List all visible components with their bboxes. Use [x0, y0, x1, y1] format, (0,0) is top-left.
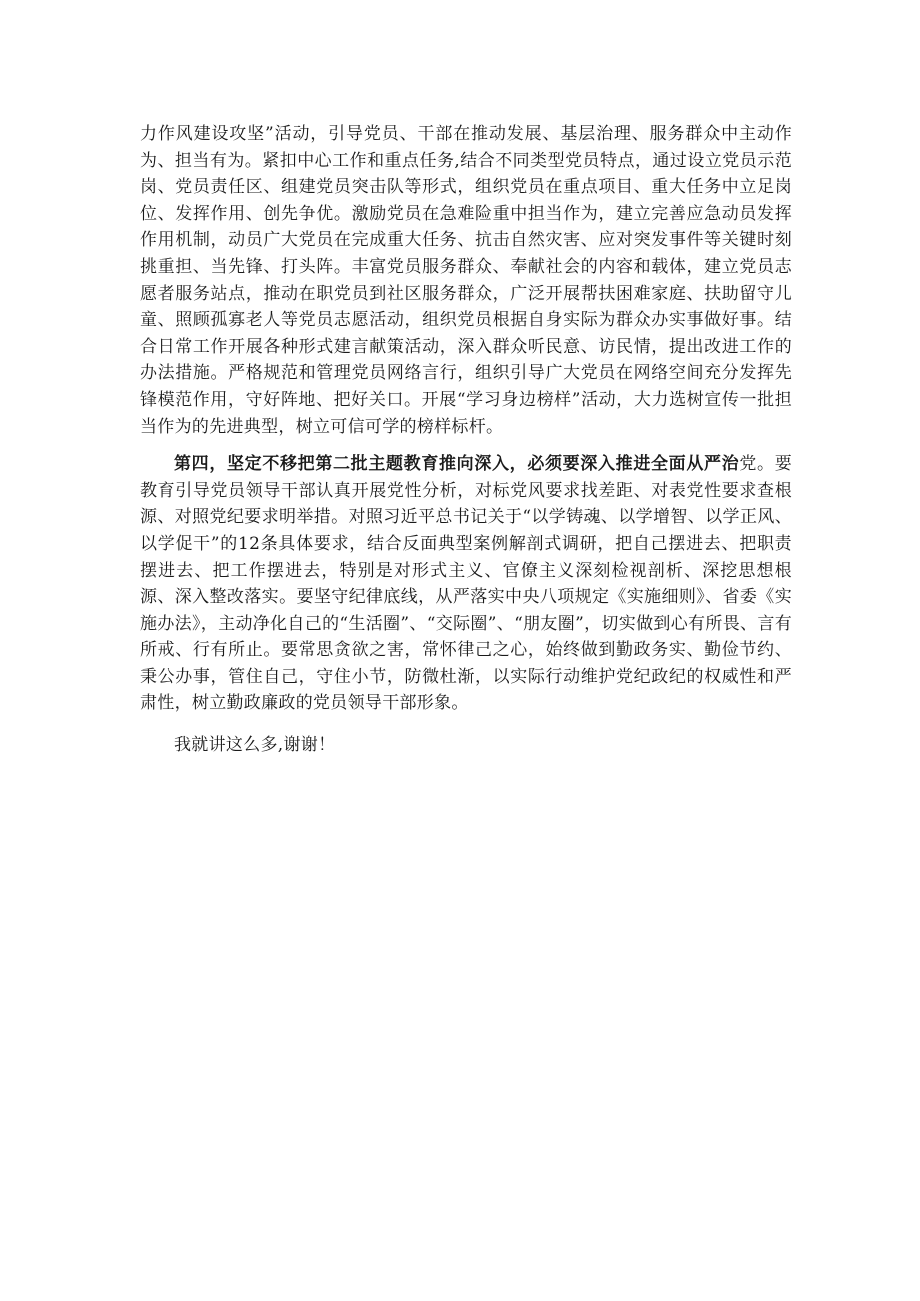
paragraph-text: 党。要教育引导党员领导干部认真开展党性分析，对标党风要求找差距、对表党性要求查根源、对照党纪要求明举措。对照习近平总书记关于“以学铸魂、以学增智、以学正风、以学促干”的12条具体要求，结合反面典型案例解剖式调研，把自己摆进去、把职责摆进去、把工作摆进去，特别是对形式主义、官僚主义深刻检视剖析、深挖思想根源、深入整改落实。要坚守纪律底线，从严落实中央八项规定《实施细则》、省委《实施办法》，主动净化自己的“生活圈”、“交际圈”、“朋友圈”，切实做到心有所畏、言有所戒、行有所止。要常思贪欲之害，常怀律己之心，始终做到勤政务实、勤俭节约、秉公办事，管住自己，守住小节，防微杜渐，以实际行动维护党纪政纪的权威性和严肃性，树立勤政廉政的党员领导干部形象。	[140, 454, 792, 714]
paragraph-bold-lead: 第四，坚定不移把第二批主题教育推向深入，必须要深入推进全面从严治	[174, 454, 740, 475]
paragraph-text: 我就讲这么多,谢谢！	[174, 735, 336, 756]
paragraph-fourth-point	[140, 451, 792, 717]
paragraph-continued	[140, 121, 792, 440]
document-body	[140, 121, 792, 759]
paragraph-closing	[140, 732, 792, 759]
paragraph-text: 力作风建设攻坚”活动，引导党员、干部在推动发展、基层治理、服务群众中主动作为、担当有为。紧扣中心工作和重点任务,结合不同类型党员特点，通过设立党员示范岗、党员责任区、组建党员突击队等形式，组织党员在重点项目、重大任务中立足岗位、发挥作用、创先争优。激励党员在急难险重中担当作为，建立完善应急动员发挥作用机制，动员广大党员在完成重大任务、抗击自然灾害、应对突发事件等关键时刻挑重担、当先锋、打头阵。丰富党员服务群众、奉献社会的内容和载体，建立党员志愿者服务站点，推动在职党员到社区服务群众，广泛开展帮扶困难家庭、扶助留守儿童、照顾孤寡老人等党员志愿活动，组织党员根据自身实际为群众办实事做好事。结合日常工作开展各种形式建言献策活动，深入群众听民意、访民情，提出改进工作的办法措施。严格规范和管理党员网络言行，组织引导广大党员在网络空间充分发挥先锋模范作用，守好阵地、把好关口。开展“学习身边榜样”活动，大力选树宣传一批担当作为的先进典型，树立可信可学的榜样标杆。	[140, 124, 792, 437]
